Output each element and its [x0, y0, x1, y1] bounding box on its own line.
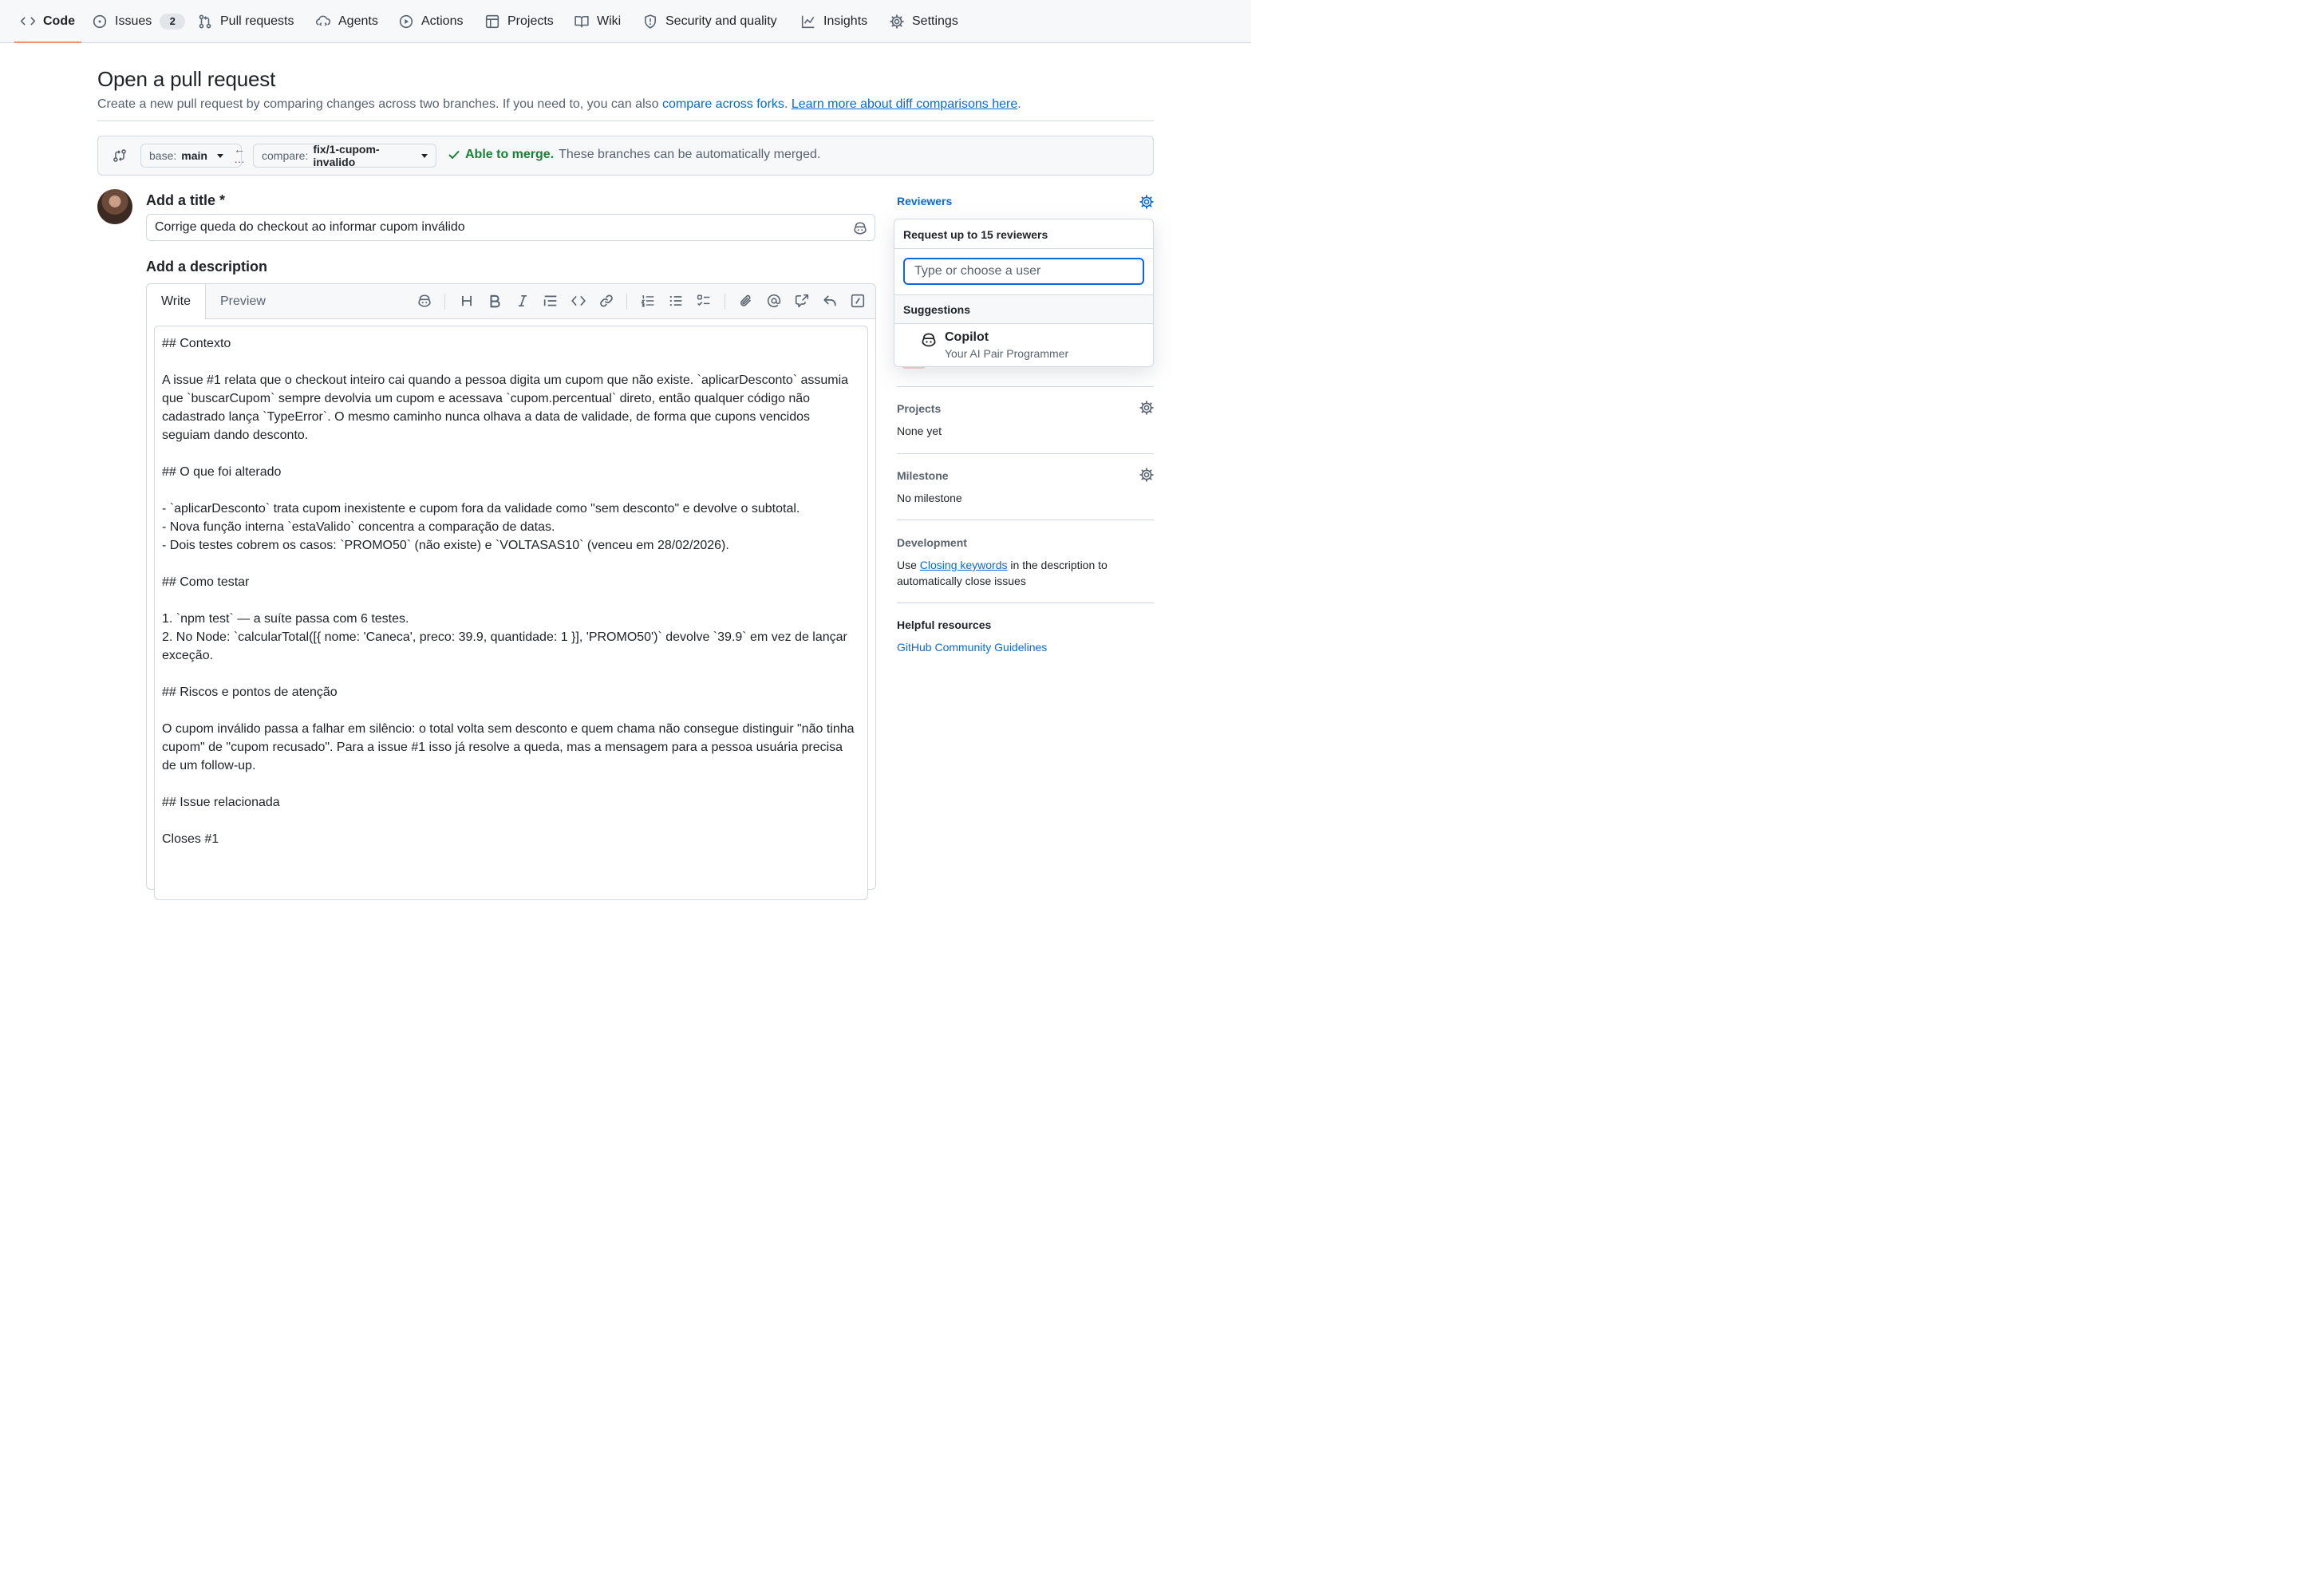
- tab-code[interactable]: [14, 0, 81, 42]
- tab-actions-label: Actions: [421, 14, 464, 28]
- popover-divider: [894, 248, 1153, 249]
- merge-text: These branches can be automatically merged.: [559, 148, 821, 161]
- tab-agents-label: Agents: [338, 14, 378, 28]
- suggestions-header: [894, 295, 1153, 323]
- development-label: Development: [897, 536, 967, 549]
- community-guidelines-link[interactable]: GitHub Community Guidelines: [897, 641, 1048, 654]
- tab-pull-requests[interactable]: [192, 0, 301, 42]
- compare-branch-select[interactable]: [253, 144, 436, 168]
- unordered-list-icon[interactable]: [669, 294, 683, 308]
- projects-label: Projects: [897, 402, 942, 415]
- heading-icon[interactable]: [460, 294, 474, 308]
- tab-issues[interactable]: [86, 0, 192, 42]
- compare-prefix: compare:: [262, 149, 309, 162]
- mention-icon[interactable]: [767, 294, 781, 308]
- toolbar-separator: [626, 294, 627, 310]
- tab-settings-label: Settings: [912, 14, 958, 28]
- milestone-gear-icon[interactable]: [1139, 468, 1154, 482]
- tab-issues-label: Issues: [115, 14, 152, 28]
- tab-write[interactable]: Write: [147, 284, 206, 319]
- reviewers-gear-icon[interactable]: [1139, 195, 1154, 209]
- toolbar-separator: [444, 294, 445, 310]
- copilot-icon[interactable]: [853, 221, 867, 235]
- development-text: [897, 557, 1136, 589]
- book-icon: [574, 14, 589, 29]
- table-icon: [485, 14, 499, 29]
- markdown-editor: [146, 283, 876, 890]
- dev-suffix: in the description to automatically close issues: [897, 559, 1108, 587]
- milestone-value: No milestone: [897, 492, 962, 504]
- tab-insights[interactable]: [795, 0, 874, 42]
- tab-agents[interactable]: [310, 0, 385, 42]
- page-description: Create a new pull request by comparing changes across two branches. If you need to, you can also compare across forks. Learn more about diff comparisons here.: [97, 97, 1021, 111]
- paperclip-icon[interactable]: [739, 294, 753, 308]
- tab-pull-requests-label: Pull requests: [220, 14, 294, 28]
- description-textarea[interactable]: ## Contexto A issue #1 relata que o checkout inteiro cai quando a pessoa digita um cupom que não existe. `aplicarDesconto` assumia que `buscarCupom` sempre devolvia um cupom e acessava `cupom.percentual` direto, então qualquer código não cadastrado lança `TypeError`. O mesmo caminho nunca olhava a data de validade, de forma que cupons vencidos seguiam dando desconto. ## O que foi alterado - `aplicarDesconto` trata cupom inexistente e cupom fora da validade como "sem desconto" e devolve o subtotal. - Nova função interna `estaValido` concentra a comparação de datas. - Dois testes cobrem os casos: `PROMO50` (não existe) e `VOLTASAS10` (venceu em 28/02/2026). ## Como testar 1. `npm test` — a suíte passa com 6 testes. 2. No Node: `calcularTotal([{ nome: 'Caneca', preco: 39.9, quantidade: 1 }], 'PROMO50')` devolve `39.9` em vez de lançar exceção. ## Riscos e pontos de atenção O cupom inválido passa a falhar em silêncio: o total volta sem desconto e quem chama não consegue distinguir "não tinha cupom" de "cupom recusado". Para a issue #1 isso já resolve a queda, mas a mensagem para a pessoa usuária precisa de um follow-up. ## Issue relacionada Closes #1: [154, 326, 868, 900]
- popover-title: Request up to 15 reviewers: [903, 228, 1048, 241]
- tab-wiki[interactable]: [568, 0, 627, 42]
- title-input-value: Corrige queda do checkout ao informar cupom inválido: [155, 220, 465, 234]
- repo-nav: [0, 0, 1251, 43]
- page-title: Open a pull request: [97, 67, 276, 91]
- code-icon[interactable]: [571, 294, 586, 308]
- milestone-label: Milestone: [897, 469, 949, 482]
- sidebar-divider: [897, 602, 1154, 603]
- base-prefix: base:: [149, 149, 177, 162]
- git-compare-icon: [113, 148, 127, 163]
- shield-icon: [643, 14, 657, 29]
- issues-counter: 2: [160, 14, 185, 30]
- slash-command-icon[interactable]: [851, 294, 865, 308]
- reviewer-search-input[interactable]: Type or choose a user: [903, 258, 1144, 285]
- tasklist-icon[interactable]: [697, 294, 711, 308]
- compare-forks-link[interactable]: compare across forks: [661, 97, 784, 111]
- suggestion-subtitle: Your AI Pair Programmer: [945, 347, 1069, 360]
- tab-settings[interactable]: [883, 0, 965, 42]
- title-label: Add a title *: [146, 192, 226, 208]
- base-branch-name: main: [181, 149, 207, 162]
- popover-divider: [894, 323, 1153, 324]
- arrow-left-icon: ← …: [234, 143, 245, 165]
- copilot-icon: [921, 332, 937, 348]
- italic-icon[interactable]: [515, 294, 530, 308]
- bold-icon[interactable]: [488, 294, 502, 308]
- page-description-text: Create a new pull request by comparing changes across two branches. If you need to, you can also: [97, 97, 659, 111]
- suggestions-label: Suggestions: [903, 303, 971, 316]
- play-icon: [399, 14, 413, 29]
- chevron-down-icon: [421, 154, 428, 158]
- cross-reference-icon[interactable]: [795, 294, 809, 308]
- merge-ok: Able to merge.: [465, 148, 555, 161]
- tab-projects-label: Projects: [507, 14, 554, 28]
- ordered-list-icon[interactable]: [641, 294, 655, 308]
- check-icon: [448, 148, 460, 161]
- sidebar-divider: [897, 386, 1154, 387]
- sidebar-divider: [897, 519, 1154, 520]
- reply-icon[interactable]: [823, 294, 837, 308]
- sidebar-divider: [897, 453, 1154, 454]
- agent-icon: [316, 14, 330, 29]
- suggestion-name: Copilot: [945, 330, 989, 344]
- tab-projects[interactable]: [479, 0, 560, 42]
- tab-wiki-label: Wiki: [597, 14, 622, 28]
- helpful-resources-label: Helpful resources: [897, 618, 992, 631]
- projects-gear-icon[interactable]: [1139, 401, 1154, 415]
- quote-icon[interactable]: [543, 294, 558, 308]
- divider: [97, 120, 1154, 121]
- dev-prefix: Use: [897, 559, 917, 571]
- avatar[interactable]: [97, 189, 132, 224]
- closing-keywords-link[interactable]: Closing keywords: [919, 559, 1008, 571]
- tab-actions[interactable]: [393, 0, 469, 42]
- git-pull-request-icon: [198, 14, 212, 29]
- learn-more-link[interactable]: Learn more about diff comparisons here: [791, 97, 1018, 111]
- reviewers-label[interactable]: Reviewers: [897, 195, 953, 207]
- base-branch-select[interactable]: [140, 144, 242, 168]
- projects-value: None yet: [897, 425, 942, 437]
- link-icon[interactable]: [599, 294, 614, 308]
- copilot-icon[interactable]: [417, 294, 432, 308]
- tab-code-label: Code: [43, 14, 75, 28]
- tab-insights-label: Insights: [823, 14, 868, 28]
- tab-preview[interactable]: Preview: [220, 294, 266, 308]
- description-label: Add a description: [146, 259, 268, 275]
- reviewers-popover: [894, 219, 1154, 367]
- suggestion-copilot[interactable]: [921, 330, 1144, 362]
- issue-opened-icon: [93, 14, 107, 29]
- code-icon: [21, 14, 35, 29]
- tab-security[interactable]: [637, 0, 784, 42]
- tab-security-label: Security and quality: [665, 14, 777, 28]
- merge-status: [448, 148, 820, 162]
- compare-branch-name: fix/1-cupom-invalido: [313, 143, 380, 168]
- graph-icon: [801, 14, 815, 29]
- chevron-down-icon: [217, 154, 223, 158]
- gear-icon: [890, 14, 904, 29]
- title-input[interactable]: [146, 214, 875, 241]
- compare-bar: [97, 136, 1154, 176]
